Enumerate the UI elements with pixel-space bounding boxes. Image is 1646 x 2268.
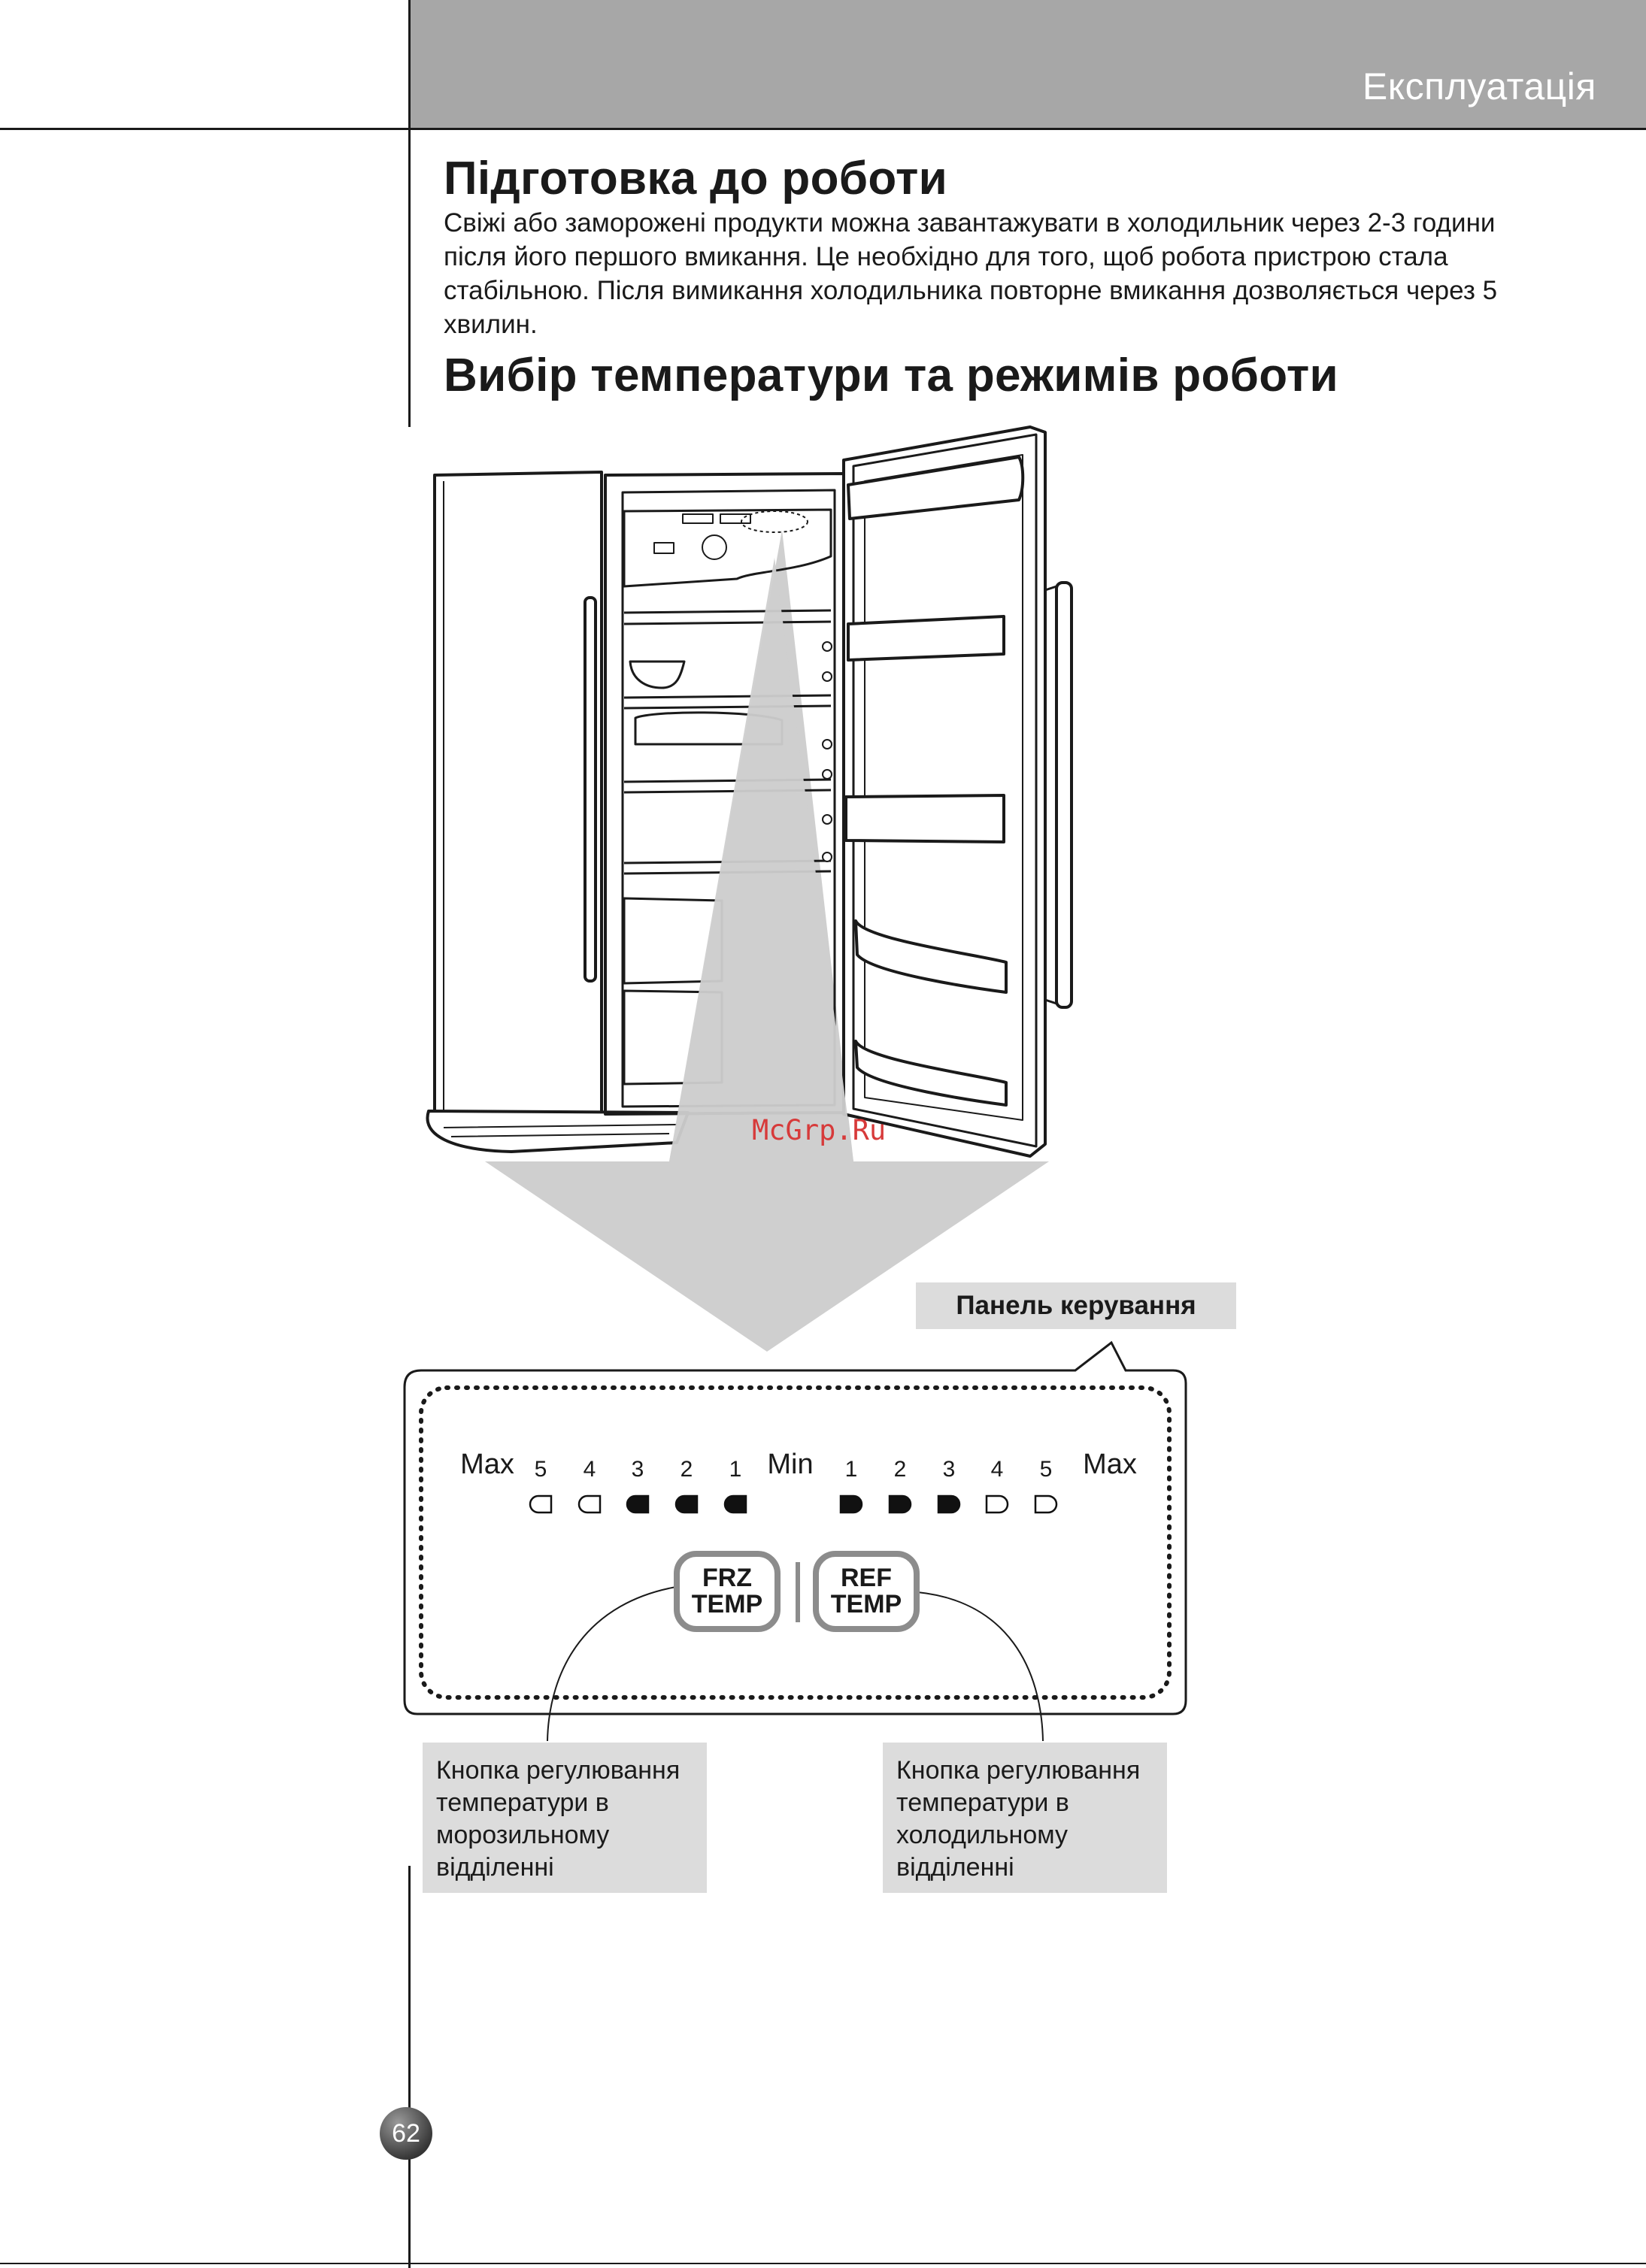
frz-label-2: TEMP — [691, 1590, 763, 1618]
container — [630, 662, 684, 688]
base-grille — [427, 1111, 688, 1152]
fridge-scale-number: 3 — [942, 1457, 956, 1482]
fridge-scale-number: 4 — [990, 1457, 1004, 1482]
frz-temp-button[interactable] — [677, 1554, 778, 1629]
section-header-title: Експлуатація — [1362, 65, 1596, 107]
freezer-scale-number: 2 — [680, 1457, 693, 1482]
freezer-door — [435, 472, 602, 1114]
fridge-scale-number: 5 — [1039, 1457, 1053, 1482]
ref-temp-button[interactable] — [816, 1554, 917, 1629]
fridge-led-on — [841, 1496, 862, 1513]
control-housing — [624, 510, 831, 586]
ref-label-2: TEMP — [830, 1590, 902, 1618]
min-label: Min — [767, 1449, 814, 1480]
freezer-led-off — [530, 1496, 551, 1513]
fridge-led-on — [938, 1496, 959, 1513]
watermark: McGrp.Ru — [752, 1114, 887, 1146]
control-panel-tag: Панель керування — [916, 1282, 1236, 1329]
frz-label-1: FRZ — [702, 1564, 753, 1592]
fridge-scale-number: 2 — [893, 1457, 907, 1482]
fridge-led-off — [987, 1496, 1008, 1513]
freezer-led-on — [676, 1496, 697, 1513]
max-left-label: Max — [460, 1449, 514, 1480]
temp-title: Вибір температури та режимів роботи — [444, 350, 1338, 401]
fridge-led-on — [890, 1496, 911, 1513]
button-divider — [796, 1562, 800, 1622]
freezer-led-off — [579, 1496, 600, 1513]
ref-label-1: REF — [841, 1564, 892, 1592]
fridge-button-callout: Кнопка регулювання температури в холодильному відділенні — [883, 1743, 1167, 1893]
door-bin-2 — [848, 616, 1004, 660]
prep-text: Свіжі або заморожені продукти можна завантажувати в холодильник через 2-3 години після його першого вмикання. Це необхідно для того, щоб робота пристрою стала стабільною. Після вимикання холодильника повторне вмикання дозволяється через 5 хвилин. — [444, 208, 1498, 339]
freezer-button-callout: Кнопка регулювання температури в морозильному відділенні — [423, 1743, 707, 1893]
page-number: 62 — [380, 2107, 432, 2160]
freezer-scale-number: 1 — [729, 1457, 742, 1482]
max-right-label: Max — [1083, 1449, 1137, 1480]
control-panel-frame — [405, 1343, 1186, 1714]
fridge-led-off — [1035, 1496, 1056, 1513]
freezer-handle — [585, 598, 596, 981]
prep-title: Підготовка до роботи — [444, 153, 948, 204]
fridge-door — [844, 427, 1045, 1156]
door-bin-3 — [846, 795, 1004, 842]
freezer-scale-number: 5 — [534, 1457, 547, 1482]
freezer-scale-number: 3 — [631, 1457, 644, 1482]
freezer-led-on — [627, 1496, 648, 1513]
freezer-scale-number: 4 — [583, 1457, 596, 1482]
fridge-scale-number: 1 — [844, 1457, 858, 1482]
fridge-handle — [1056, 583, 1072, 1007]
freezer-led-on — [725, 1496, 746, 1513]
